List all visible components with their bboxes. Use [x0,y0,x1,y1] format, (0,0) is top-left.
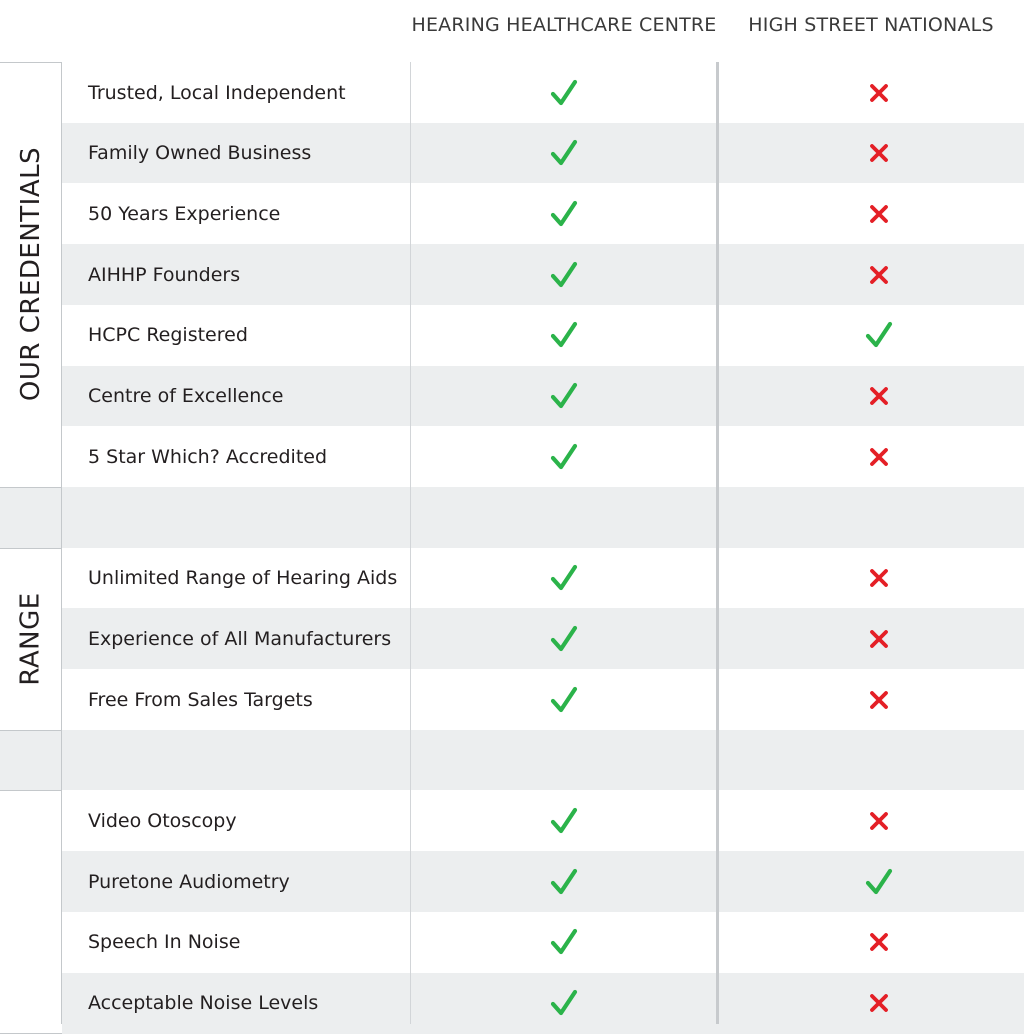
feature-label: AIHHP Founders [88,263,241,286]
table-row [62,669,1024,730]
feature-label: Free From Sales Targets [88,688,313,711]
column-divider [716,62,719,1024]
check-icon [550,79,578,107]
feature-label: Puretone Audiometry [88,870,290,893]
table-row [62,912,1024,973]
check-icon [550,261,578,289]
cross-icon [865,139,893,167]
table-row [62,851,1024,912]
header-high-street-nationals: HIGH STREET NATIONALS [748,14,994,36]
section-label-text: OUR CREDENTIALS [16,147,47,402]
feature-label: Speech In Noise [88,931,241,954]
feature-label: HCPC Registered [88,324,248,347]
section-label [0,790,62,1033]
feature-label: Acceptable Noise Levels [88,992,319,1014]
check-icon [550,807,578,835]
feature-label: Experience of All Manufacturers [88,627,392,650]
check-icon [550,868,578,896]
feature-label: Unlimited Range of Hearing Aids [88,567,398,590]
cross-icon [865,686,893,714]
section-divider [0,62,62,63]
table-row [62,973,1024,1034]
cross-icon [865,443,893,471]
section-spacer [0,487,1024,548]
table-row [62,123,1024,184]
feature-label: Centre of Excellence [88,385,284,407]
cross-icon [865,382,893,410]
feature-label: Family Owned Business [88,142,312,165]
check-icon [550,989,578,1017]
section-divider [0,790,62,791]
section-label [0,548,62,730]
cross-icon [865,79,893,107]
table-row [62,244,1024,305]
cross-icon [865,200,893,228]
feature-label: 50 Years Experience [88,202,281,225]
cross-icon [865,625,893,653]
feature-label: Video Otoscopy [88,809,237,832]
check-icon [550,200,578,228]
cross-icon [865,261,893,289]
table-row [62,305,1024,366]
feature-label: Trusted, Local Independent [88,81,346,104]
feature-label: 5 Star Which? Accredited [88,445,328,468]
table-row [62,183,1024,244]
check-icon [550,928,578,956]
section-spacer [0,730,1024,791]
cross-icon [865,989,893,1017]
section-divider [0,487,62,488]
check-icon [550,321,578,349]
cross-icon [865,928,893,956]
check-icon [550,564,578,592]
table-row [62,790,1024,851]
table-row [62,548,1024,609]
check-icon [550,443,578,471]
left-border [61,62,62,1024]
cross-icon [865,564,893,592]
section-label-text: RANGE [16,591,47,686]
comparison-table [0,62,1024,1024]
header-hearing-healthcare-centre: HEARING HEALTHCARE CENTRE [411,14,717,36]
cross-icon [865,807,893,835]
check-icon [865,321,893,349]
check-icon [865,868,893,896]
section-label [0,62,62,487]
check-icon [550,625,578,653]
table-row [62,62,1024,123]
section-divider [0,730,62,731]
section-divider [0,548,62,549]
check-icon [550,382,578,410]
check-icon [550,139,578,167]
table-row [62,608,1024,669]
table-row [62,366,1024,427]
table-row [62,426,1024,487]
column-divider [410,62,411,1024]
check-icon [550,686,578,714]
